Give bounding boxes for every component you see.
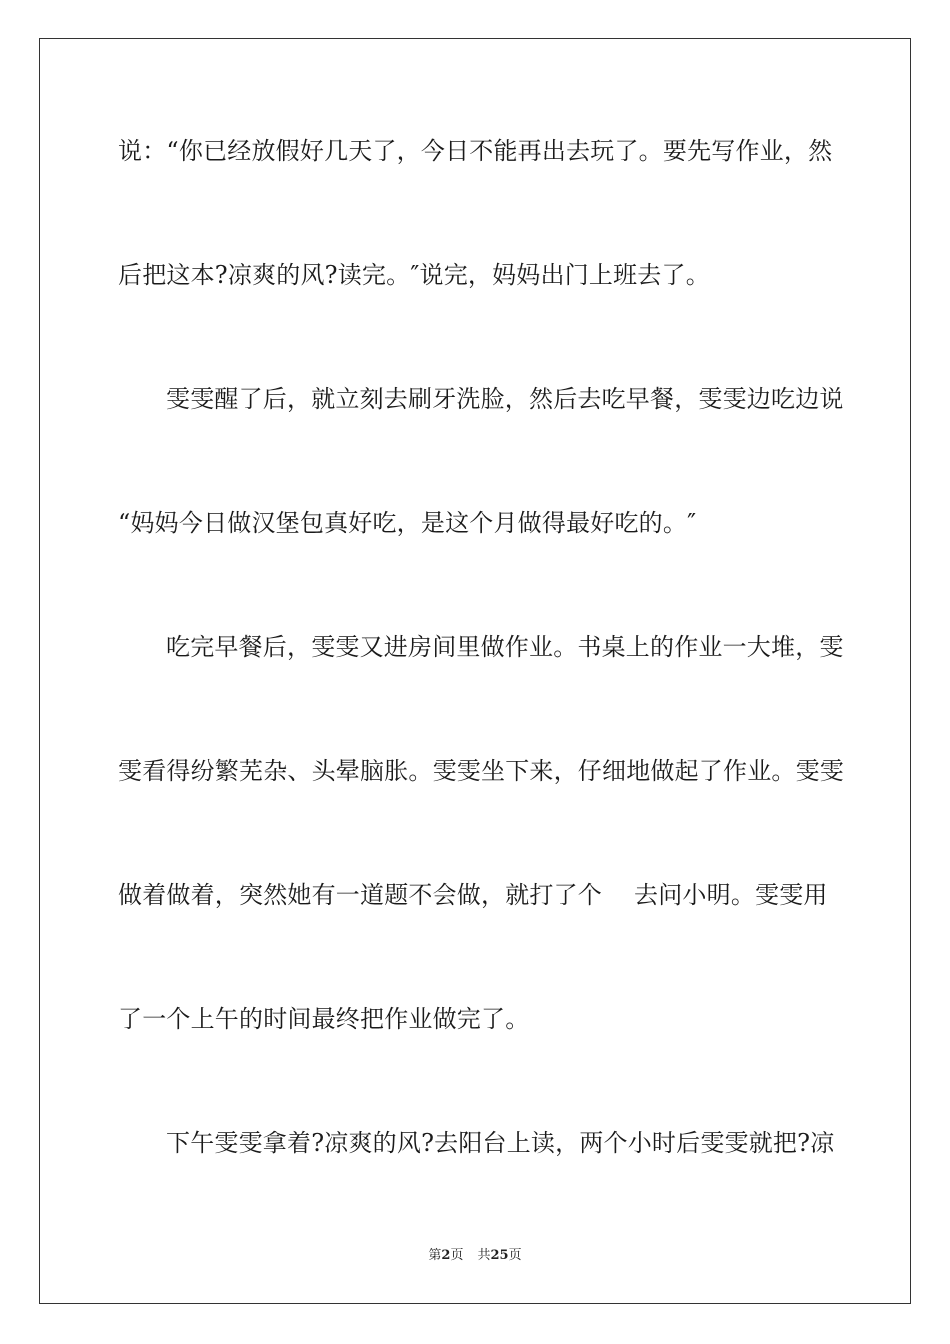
text-line-1: 说：“你已经放假好几天了，今日不能再出去玩了。要先写作业，然 xyxy=(118,137,833,165)
page-prefix: 第 xyxy=(428,1248,442,1263)
page-unit: 页 xyxy=(450,1248,464,1263)
text-line-6: 雯看得纷繁芜杂、头晕脑胀。雯雯坐下来，仔细地做起了作业。雯雯 xyxy=(118,757,844,785)
text-line-3: 雯雯醒了后，就立刻去刷牙洗脸，然后去吃早餐，雯雯边吃边说 xyxy=(166,385,844,413)
total-unit: 页 xyxy=(508,1248,522,1263)
page-total: 25 xyxy=(490,1248,509,1263)
page-current: 2 xyxy=(441,1248,451,1263)
text-line-8: 了一个上午的时间最终把作业做完了。 xyxy=(118,1005,530,1033)
text-line-7: 做着做着，突然她有一道题不会做，就打了个 去问小明。雯雯用 xyxy=(118,881,828,909)
text-line-2: 后把这本?凉爽的风?读完。″说完，妈妈出门上班去了。 xyxy=(118,261,710,289)
page-frame xyxy=(39,38,911,1304)
text-line-4: “妈妈今日做汉堡包真好吃，是这个月做得最好吃的。″ xyxy=(118,509,697,537)
text-line-9: 下午雯雯拿着?凉爽的风?去阳台上读，两个小时后雯雯就把?凉 xyxy=(166,1129,835,1157)
total-prefix: 共 xyxy=(477,1248,491,1263)
page-footer xyxy=(0,1247,950,1265)
text-line-5: 吃完早餐后，雯雯又进房间里做作业。书桌上的作业一大堆，雯 xyxy=(166,633,844,661)
